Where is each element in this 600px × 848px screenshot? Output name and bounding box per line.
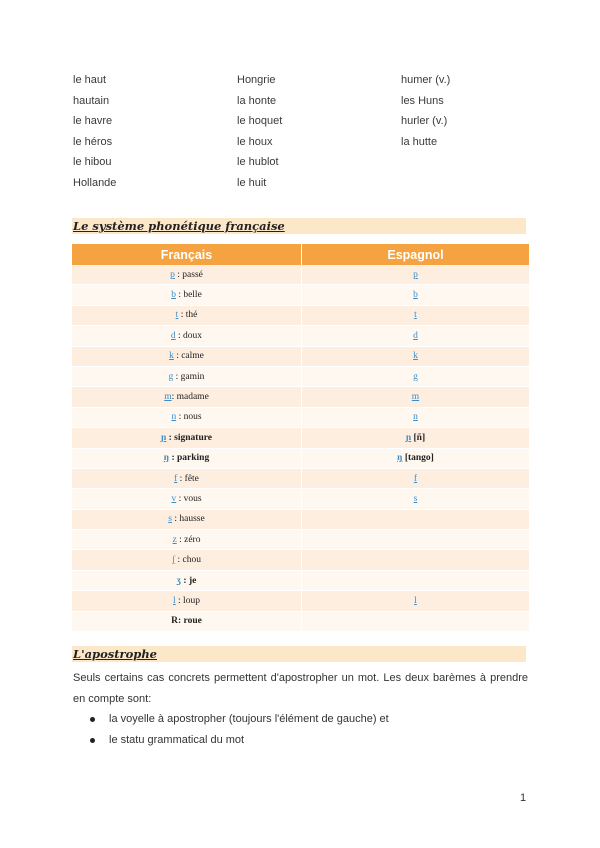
table-row	[72, 611, 529, 631]
word-item: Hollande	[73, 176, 117, 189]
table-row	[72, 489, 529, 509]
french-cell	[72, 387, 302, 407]
word-item: hurler (v.)	[401, 115, 448, 128]
french-phoneme-link[interactable]: z	[172, 534, 177, 545]
word-item: la honte	[237, 94, 277, 107]
table-row	[72, 387, 529, 407]
spanish-cell	[302, 489, 530, 509]
french-phoneme-link[interactable]: l	[173, 595, 176, 606]
table-row	[72, 305, 529, 325]
word-item: le huit	[237, 176, 267, 189]
spanish-cell	[302, 570, 530, 590]
apostrophe-section-heading: L'apostrophe	[72, 646, 526, 662]
spanish-cell	[302, 550, 530, 570]
spanish-cell	[302, 305, 530, 325]
french-phoneme-link[interactable]: g	[168, 371, 174, 382]
french-phoneme-link[interactable]: v	[171, 493, 177, 504]
french-phoneme-link[interactable]: s	[168, 514, 172, 525]
list-item	[73, 730, 528, 751]
spanish-phoneme-link[interactable]: g	[413, 371, 418, 382]
french-phoneme-link[interactable]: d	[170, 330, 176, 341]
french-cell	[72, 448, 302, 468]
spanish-cell	[302, 448, 530, 468]
table-row	[72, 285, 529, 305]
french-example: : chou	[175, 555, 202, 566]
french-cell	[72, 428, 302, 448]
word-item: le hublot	[237, 156, 279, 169]
french-cell	[72, 326, 302, 346]
french-example: : signature	[166, 432, 213, 443]
french-example: : zéro	[176, 534, 201, 545]
phonetic-table	[72, 244, 529, 632]
spanish-phoneme-link[interactable]: ɲ	[405, 432, 412, 443]
spanish-cell	[302, 346, 530, 366]
table-header-row	[72, 244, 529, 265]
french-cell	[72, 366, 302, 386]
french-cell	[72, 611, 302, 631]
list-item-text: la voyelle à apostropher (toujours l'élément de gauche) et	[109, 713, 389, 725]
spanish-cell	[302, 468, 530, 488]
spanish-example: [tango]	[402, 453, 434, 464]
french-phoneme-link[interactable]: f	[174, 473, 178, 484]
french-phoneme-link[interactable]: ŋ	[163, 453, 170, 464]
french-cell	[72, 407, 302, 427]
table-row	[72, 346, 529, 366]
table-row	[72, 326, 529, 346]
french-phoneme-link[interactable]: b	[171, 290, 176, 301]
french-cell	[72, 346, 302, 366]
word-item	[401, 173, 533, 194]
french-cell	[72, 550, 302, 570]
french-example: : gamin	[173, 371, 205, 382]
french-phoneme-link[interactable]: p	[170, 269, 175, 280]
french-phoneme-link[interactable]: ʒ	[176, 575, 182, 586]
table-row	[72, 570, 529, 590]
table-row	[72, 468, 529, 488]
french-phoneme-link[interactable]: ʃ	[171, 555, 176, 566]
word-item: le houx	[237, 135, 273, 148]
french-cell	[72, 530, 302, 550]
spanish-phoneme-link[interactable]: d	[413, 330, 418, 341]
french-example: : doux	[175, 330, 203, 341]
table-row	[72, 428, 529, 448]
table-row	[72, 591, 529, 611]
spanish-cell	[302, 509, 530, 529]
french-cell	[72, 468, 302, 488]
word-item: le haut	[73, 74, 107, 86]
apostrophe-bullet-list	[73, 709, 528, 750]
french-phoneme-link[interactable]: n	[171, 412, 177, 423]
french-cell	[72, 591, 302, 611]
spanish-phoneme-link[interactable]: t	[414, 310, 417, 321]
french-example: : madame	[171, 392, 209, 403]
french-example: : parking	[169, 453, 210, 464]
spanish-cell	[302, 366, 530, 386]
french-example: R: roue	[171, 616, 202, 627]
bullet-icon	[90, 738, 95, 743]
french-example: : calme	[173, 351, 204, 362]
spanish-phoneme-link[interactable]: f	[413, 473, 418, 484]
table-row	[72, 550, 529, 570]
french-example: : hausse	[171, 514, 205, 525]
french-example: : thé	[178, 310, 198, 321]
list-item	[73, 709, 528, 730]
phonetic-section-heading: Le système phonétique française	[72, 218, 526, 234]
spanish-phoneme-link[interactable]: ŋ	[397, 453, 403, 464]
word-item: le hoquet	[237, 115, 283, 128]
french-cell	[72, 509, 302, 529]
spanish-cell	[302, 530, 530, 550]
french-example: : loup	[175, 595, 200, 606]
word-item: le havre	[73, 115, 113, 128]
french-example: : nous	[176, 412, 202, 423]
spanish-phoneme-link[interactable]: m	[411, 392, 420, 403]
word-item: hautain	[73, 94, 110, 107]
table-row	[72, 366, 529, 386]
spanish-cell	[302, 326, 530, 346]
spanish-phoneme-link[interactable]: b	[413, 290, 418, 301]
word-list	[73, 70, 533, 194]
column-header-spanish: Espagnol	[302, 244, 530, 265]
table-row	[72, 530, 529, 550]
french-phoneme-link[interactable]: m	[164, 392, 172, 403]
spanish-cell	[302, 387, 530, 407]
french-phoneme-link[interactable]: t	[175, 310, 179, 321]
word-item: humer (v.)	[401, 74, 451, 86]
word-item: le héros	[73, 135, 113, 148]
page-number: 1	[520, 792, 527, 804]
word-item: la hutte	[401, 135, 438, 148]
spanish-phoneme-link[interactable]: p	[413, 269, 418, 280]
table-row	[72, 407, 529, 427]
spanish-cell	[302, 265, 530, 285]
french-phoneme-link[interactable]: ɲ	[160, 432, 167, 443]
bullet-icon	[90, 717, 95, 722]
french-cell	[72, 489, 302, 509]
spanish-cell	[302, 611, 530, 631]
spanish-example: [ñ]	[411, 432, 426, 443]
table-row	[72, 265, 529, 285]
spanish-phoneme-link[interactable]: k	[413, 351, 418, 362]
french-cell	[72, 305, 302, 325]
french-cell	[72, 265, 302, 285]
table-row	[72, 509, 529, 529]
french-example: : je	[181, 575, 197, 586]
french-example: : passé	[174, 269, 203, 280]
word-item	[401, 152, 533, 173]
french-phoneme-link[interactable]: k	[169, 351, 174, 362]
list-item-text: le statu grammatical du mot	[109, 733, 245, 746]
spanish-cell	[302, 428, 530, 448]
french-example: : belle	[175, 290, 202, 301]
spanish-phoneme-link[interactable]: n	[413, 412, 418, 423]
spanish-cell	[302, 285, 530, 305]
apostrophe-paragraph: Seuls certains cas concrets permettent d'apostropher un mot. Les deux barèmes à prendre en compte sont:	[73, 672, 528, 705]
word-item: les Huns	[401, 94, 444, 107]
french-example: : fête	[177, 473, 199, 484]
column-header-french: Français	[72, 244, 302, 265]
word-item: Hongrie	[237, 74, 276, 86]
spanish-phoneme-link[interactable]: l	[414, 595, 417, 606]
french-cell	[72, 285, 302, 305]
french-cell	[72, 570, 302, 590]
word-item: le hibou	[73, 156, 112, 169]
spanish-phoneme-link[interactable]: s	[413, 493, 418, 504]
french-example: : vous	[176, 493, 202, 504]
table-row	[72, 448, 529, 468]
spanish-cell	[302, 591, 530, 611]
spanish-cell	[302, 407, 530, 427]
